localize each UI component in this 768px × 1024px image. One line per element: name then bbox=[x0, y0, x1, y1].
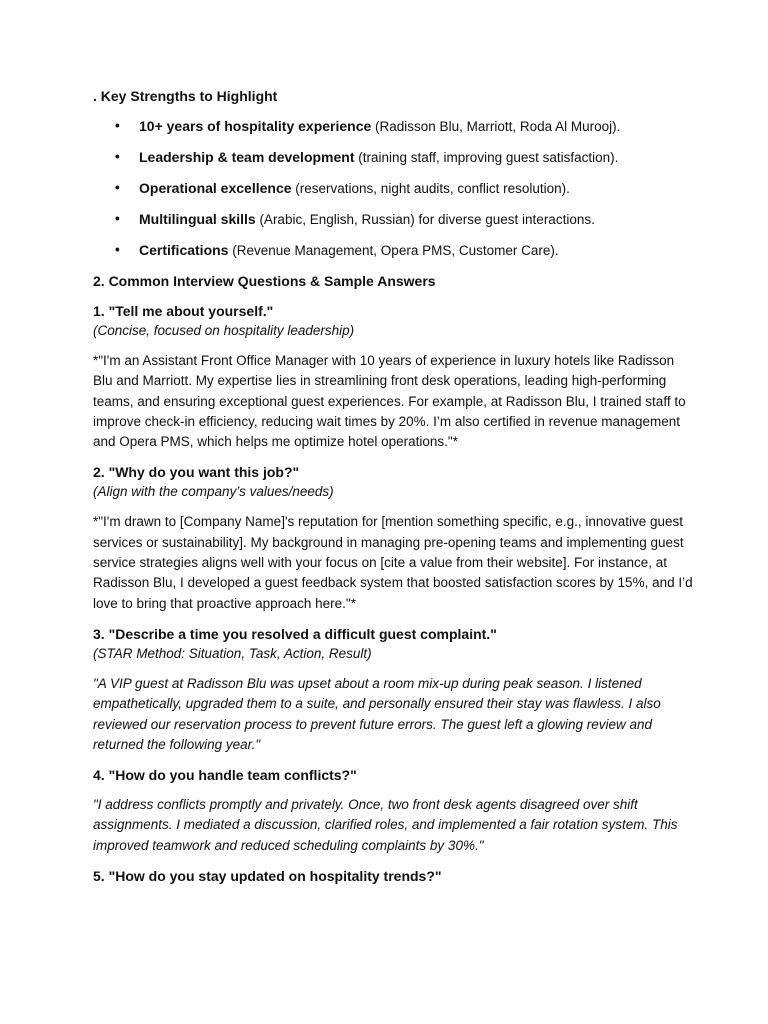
bullet-icon: • bbox=[115, 180, 120, 195]
question-block-2 bbox=[93, 462, 693, 613]
strength-item bbox=[93, 147, 693, 168]
strength-detail: (Revenue Management, Opera PMS, Customer Care). bbox=[228, 243, 559, 258]
sample-answer: *"I'm an Assistant Front Office Manager with 10 years of experience in luxury hotels like Radisson Blu and Marriott. My expertise lies in streamlining front desk operations, leading high-performing teams, and ensuring exceptional guest experiences. For example, at Radisson Blu, I trained staff to improve check-in efficiency, reducing wait times by 20%. I’m also certified in revenue management and Opera PMS, which helps me optimize hotel operations."* bbox=[93, 353, 686, 450]
sample-answer: "I address conflicts promptly and privately. Once, two front desk agents disagreed over shift assignments. I mediated a discussion, clarified roles, and implemented a fair rotation system. This improved teamwork and reduced scheduling complaints by 30%." bbox=[93, 797, 678, 853]
strength-detail: (Arabic, English, Russian) for diverse guest interactions. bbox=[255, 212, 595, 227]
question-note: (STAR Method: Situation, Task, Action, Result) bbox=[93, 645, 372, 661]
strength-item bbox=[93, 209, 693, 230]
question-title: 4. "How do you handle team conflicts?" bbox=[93, 767, 357, 784]
strength-item bbox=[93, 116, 693, 137]
strengths-list bbox=[93, 116, 693, 261]
strength-bold: Leadership & team development bbox=[139, 149, 355, 165]
question-block-1 bbox=[93, 301, 693, 452]
strength-detail: (reservations, night audits, conflict resolution). bbox=[291, 181, 570, 196]
document-content bbox=[93, 86, 693, 886]
strength-detail: (Radisson Blu, Marriott, Roda Al Murooj). bbox=[371, 119, 621, 134]
question-note: (Concise, focused on hospitality leadership) bbox=[93, 323, 355, 338]
key-strengths-heading: . Key Strengths to Highlight bbox=[93, 88, 278, 104]
question-title: 3. "Describe a time you resolved a difficult guest complaint." bbox=[93, 625, 497, 642]
sample-answer: "A VIP guest at Radisson Blu was upset about a room mix-up during peak season. I listened empathetically, upgraded them to a suite, and personally ensured their stay was flawless. I also reviewed our reservation process to prevent future errors. The guest left a glowing review and returned the following year." bbox=[93, 675, 661, 752]
question-block-4 bbox=[93, 765, 693, 856]
question-note: (Align with the company’s values/needs) bbox=[93, 484, 334, 500]
sample-answer: *"I'm drawn to [Company Name]'s reputation for [mention something specific, e.g., innovative guest services or sustainability]. My background in managing pre-opening teams and implementing guest service strategies aligns well with your focus on [cite a value from their website]. For instance, at Radisson Blu, I developed a guest feedback system that boosted satisfaction scores by 15%, and I’d love to bring that proactive approach here."* bbox=[93, 514, 693, 611]
question-title: 5. "How do you stay updated on hospitality trends?" bbox=[93, 868, 442, 885]
strength-bold: 10+ years of hospitality experience bbox=[139, 118, 372, 134]
interview-questions-heading: 2. Common Interview Questions & Sample Answers bbox=[93, 273, 436, 289]
strength-detail: (training staff, improving guest satisfaction). bbox=[354, 150, 619, 165]
question-block-5 bbox=[93, 866, 693, 886]
strength-bold: Multilingual skills bbox=[139, 211, 256, 227]
question-title: 1. "Tell me about yourself." bbox=[93, 303, 274, 319]
strength-item bbox=[93, 178, 693, 199]
bullet-icon: • bbox=[115, 242, 120, 257]
strength-bold: Operational excellence bbox=[139, 180, 292, 196]
strength-bold: Certifications bbox=[139, 242, 229, 258]
bullet-icon: • bbox=[115, 149, 120, 164]
question-block-3 bbox=[93, 624, 693, 755]
bullet-icon: • bbox=[115, 118, 120, 133]
strength-item bbox=[93, 240, 693, 261]
question-title: 2. "Why do you want this job?" bbox=[93, 464, 300, 481]
bullet-icon: • bbox=[115, 211, 120, 226]
